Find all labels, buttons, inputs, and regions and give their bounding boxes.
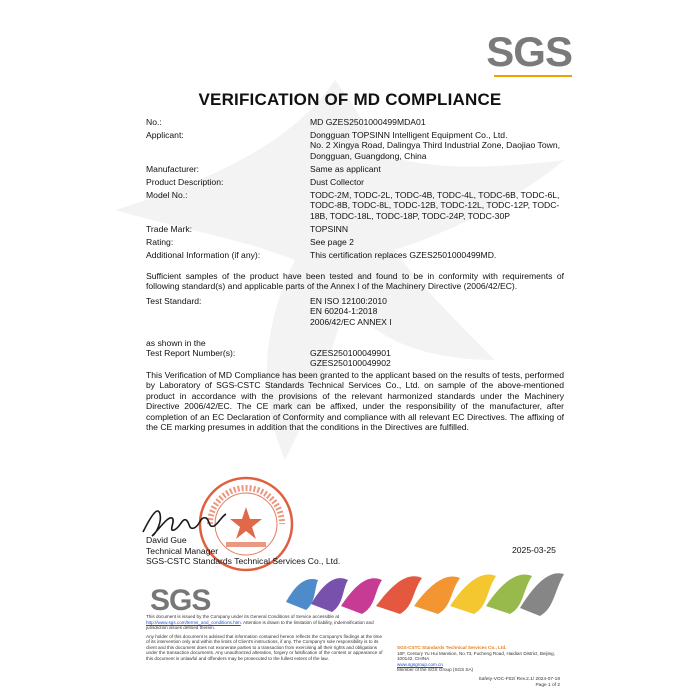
report-number: GZES250100049901 [310,348,391,358]
field-row [146,237,566,247]
field-label: Product Description: [146,176,224,187]
field-row [146,190,566,221]
terms-link[interactable]: http://www.sgs.com/terms_and_conditions.htm [146,619,241,625]
company-website-link[interactable]: www.sgsgroup.com.cn [397,661,443,667]
disclaimer-para: Any holder of this document is advised that information contained hereon reflects the Company's findings at the time of its intervention only and within the limits of Client's instructions, if any. The Company's sole responsibility is to its client and this document does not exonerate parties to a transaction from exercising all their rights and obligations under the transaction documents. Any unauthorized alteration, forgery or falsification of the content or appearance of this document is unlawful and offenders may be prosecuted to the fullest extent of the law. [146,633,383,661]
document-title: VERIFICATION OF MD COMPLIANCE [198,90,502,109]
field-label: Additional Information (if any): [146,249,261,260]
company-address: 16F, Century Yu Hui Mansion, No.73, Fucheng Road, Haidian District, Beijing, 100142, CHINA [397,650,555,661]
field-row [146,177,566,187]
signer-name: David Gue [146,535,187,545]
signer-company: SGS-CSTC Standards Technical Services Co., Ltd. [146,556,341,567]
report-numbers [310,348,391,369]
standard-item: 2006/42/EC ANNEX I [310,316,392,327]
standard-item: EN 60204-1:2018 [310,306,378,317]
field-value: MD GZES2501000499MDA01 [310,117,426,127]
grant-paragraph: This Verification of MD Compliance has been granted to the applicant based on the results of tests, performed by Laboratory of SGS-CSTC Standards Technical Services Co., Ltd. on sample of the above-mentioned product in accordance with the provisions of the relevant harmonized standards under the Machinery Directive 2006/42/EC. The CE mark can be affixed, under the responsibility of the manufacturer, after completion of an EC Declaration of Conformity and compliance with all relevant EC Directives. The affixing of the CE marking presumes in addition that the conditions in the Directives are fulfilled. [146,370,564,433]
field-value: TODC-2M, TODC-2L, TODC-4B, TODC-4L, TODC-6B, TODC-6L, TODC-8B, TODC-8L, TODC-12B, TODC-12L, TODC-12P, TODC- 18B, TODC-18L, TODC-18P, TODC-24P, TODC-30P [310,189,560,221]
field-row [146,117,566,127]
field-value: Dongguan TOPSINN Intelligent Equipment Co., Ltd. No. 2 Xingya Road, Dalingya Third Industrial Zone, Daojiao Town, Dongguan, Guangdong, China [310,130,560,161]
field-label: Manufacturer: [146,163,200,174]
field-label: Model No.: [146,189,188,200]
report-number-label: Test Report Number(s): [146,348,236,359]
field-label: Rating: [146,236,174,247]
as-shown-line: as shown in the [146,338,206,348]
field-row [146,130,566,161]
field-value: Dust Collector [310,176,364,187]
field-row [146,164,566,174]
page-number: Page 1 of 2 [535,682,560,688]
form-number: Safety-VOC-F02/ Rev.2.1/ 2024-07-18 [478,677,560,682]
field-row [146,250,566,260]
disclaimer-block [146,614,386,664]
issue-date: 2025-03-25 [512,545,556,555]
field-label: Applicant: [146,130,184,140]
company-address-block [397,645,567,673]
test-standard-values [310,296,392,327]
field-label: Trade Mark: [146,223,193,234]
sgs-logo: SGS [486,28,572,75]
disclaimer-text: . Attention is drawn to the limitation of liability, indemnification and jurisdiction issues defined therein. [146,619,374,630]
member-text: Member of the SGS Group (SGS SA) [397,667,474,672]
logo-underline [494,75,572,77]
page-footer [479,677,561,688]
conformity-paragraph: Sufficient samples of the product have been tested and found to be in conformity with requirements of following standard(s) and applicable parts of the Annex I of the Machinery Directive (2006/42/EC). [146,271,564,292]
field-value: TOPSINN [310,223,349,234]
test-standard-label: Test Standard: [146,296,202,306]
field-label: No.: [146,117,162,127]
field-value: Same as applicant [310,163,381,174]
test-standard [146,296,566,327]
company-name: SGS-CSTC Standards Technical Services Co., Ltd. [397,645,507,650]
disclaimer-text: This document is issued by the Company under its General Conditions of Service accessible at [146,614,340,619]
field-value: See page 2 [310,236,354,247]
standard-item: EN ISO 12100:2010 [310,296,387,306]
signer-role: Technical Manager [146,545,219,556]
disclaimer-para [146,614,386,631]
band-sgs-text: SGS [150,584,211,617]
report-number: GZES250100049902 [310,358,391,369]
field-row [146,224,566,234]
field-value: This certification replaces GZES2501000499MD. [310,249,497,260]
fields-list [146,117,566,263]
